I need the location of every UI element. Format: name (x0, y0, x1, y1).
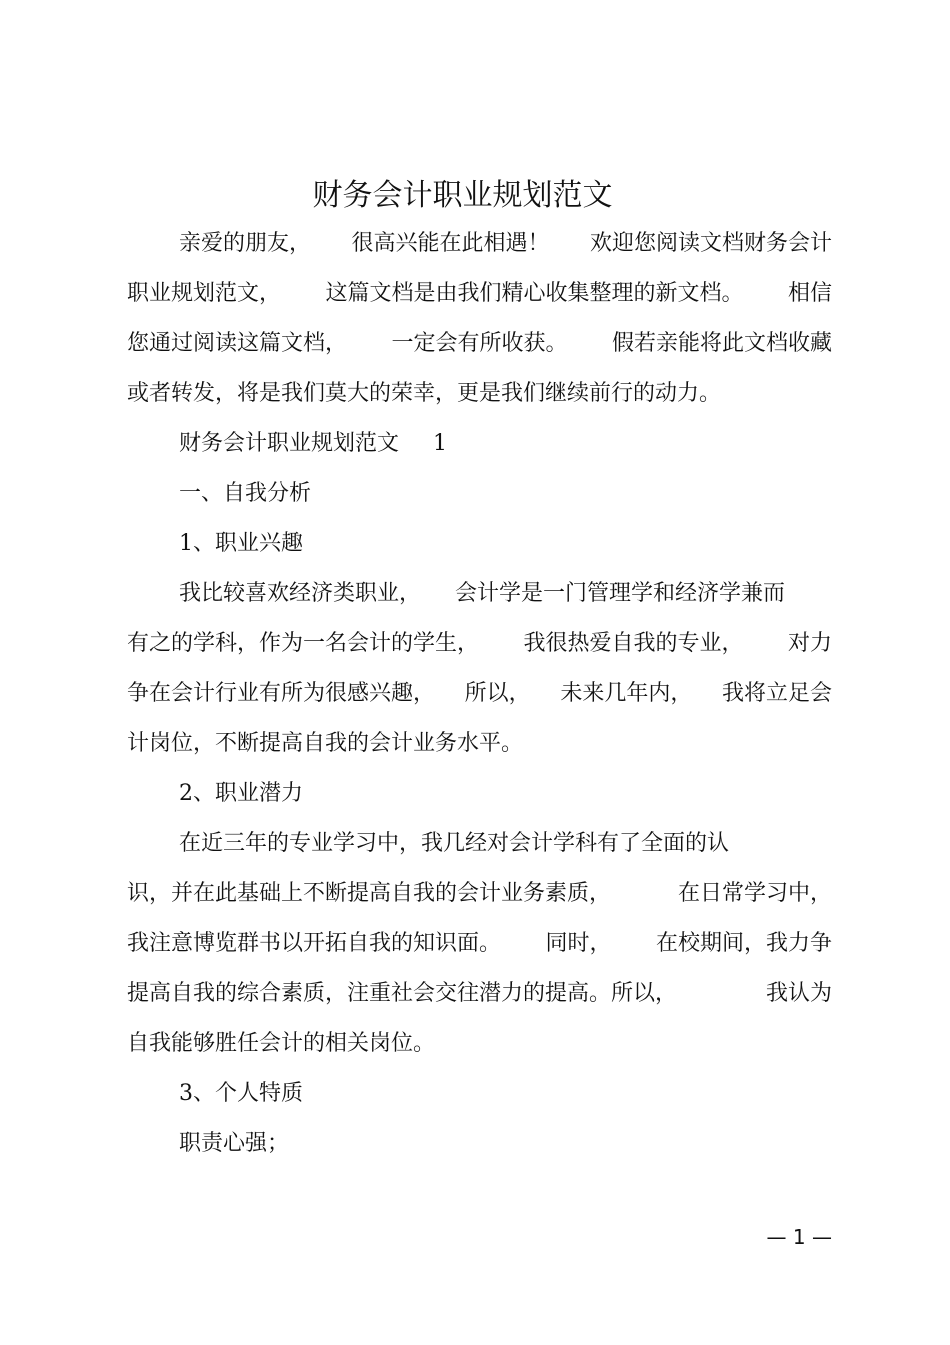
paragraph-line (127, 669, 832, 719)
section-heading (127, 469, 832, 519)
text-segment: 同时， (545, 931, 612, 956)
text-segment: 很高兴能在此相遇！ (351, 231, 550, 256)
text-segment: 有之的学科，作为一名会计的学生， (127, 631, 480, 656)
text-segment: 对力 (787, 631, 832, 656)
text-segment: 在日常学习中， (677, 881, 832, 906)
text-segment: 在近三年的专业学习中，我几经对会计学科有了全面的认 (179, 831, 730, 856)
subtitle-text: 财务会计职业规划范文 (179, 431, 400, 456)
paragraph-line (127, 619, 832, 669)
item-heading (127, 769, 832, 819)
text-segment: 计岗位，不断提高自我的会计业务水平。 (127, 731, 524, 756)
paragraph-line (127, 969, 832, 1019)
item-heading (127, 1069, 832, 1119)
text-segment: 我认为 (765, 981, 832, 1006)
item-heading (127, 519, 832, 569)
subtitle-line (127, 419, 832, 469)
trait-line (127, 1119, 832, 1169)
text-segment: 在校期间，我力争 (655, 931, 832, 956)
text-segment: 识，并在此基础上不断提高自我的会计业务素质， (127, 881, 612, 906)
text-segment: 假若亲能将此文档收藏 (611, 331, 832, 356)
item-heading-text: 3、个人特质 (179, 1081, 303, 1106)
paragraph-line (127, 319, 832, 369)
text-segment: 我注意博览群书以开拓自我的知识面。 (127, 931, 502, 956)
paragraph-line (127, 919, 832, 969)
text-segment: 所以， (464, 681, 531, 706)
paragraph-line (127, 569, 832, 619)
text-segment: 这篇文档是由我们精心收集整理的新文档。 (325, 281, 744, 306)
text-segment: 职责心强； (179, 1131, 290, 1156)
paragraph-line (127, 719, 832, 769)
paragraph-line (127, 819, 832, 869)
text-segment: 职业规划范文， (127, 281, 282, 306)
text-segment: 一定会有所收获。 (391, 331, 568, 356)
paragraph-line (127, 1019, 832, 1069)
subtitle-number: 1 (433, 431, 448, 456)
text-segment: 未来几年内， (560, 681, 693, 706)
text-segment: 自我能够胜任会计的相关岗位。 (127, 1031, 436, 1056)
text-segment: 相信 (787, 281, 832, 306)
paragraph-line (127, 269, 832, 319)
document-title: 财务会计职业规划范文 (312, 178, 613, 213)
text-segment: 亲爱的朋友， (179, 231, 312, 256)
text-segment: 您通过阅读这篇文档， (127, 331, 348, 356)
page-number: — 1 — (766, 1225, 832, 1249)
text-segment: 会计学是一门管理学和经济学兼而 (455, 581, 786, 606)
paragraph-line (127, 369, 832, 419)
paragraph-line (127, 869, 832, 919)
text-segment: 欢迎您阅读文档财务会计 (589, 231, 832, 256)
item-heading-text: 2、职业潜力 (179, 781, 303, 806)
item-heading-text: 1、职业兴趣 (179, 531, 303, 556)
text-segment: 我比较喜欢经济类职业， (179, 581, 422, 606)
text-segment: 争在会计行业有所为很感兴趣， (127, 681, 436, 706)
text-segment: 提高自我的综合素质，注重社会交往潜力的提高。所以， (127, 981, 678, 1006)
text-segment: 我很热爱自我的专业， (523, 631, 744, 656)
text-segment: 或者转发，将是我们莫大的荣幸，更是我们继续前行的动力。 (127, 381, 722, 406)
paragraph-line (127, 219, 832, 269)
section-heading-text: 一、自我分析 (179, 481, 312, 506)
text-segment: 我将立足会 (721, 681, 832, 706)
